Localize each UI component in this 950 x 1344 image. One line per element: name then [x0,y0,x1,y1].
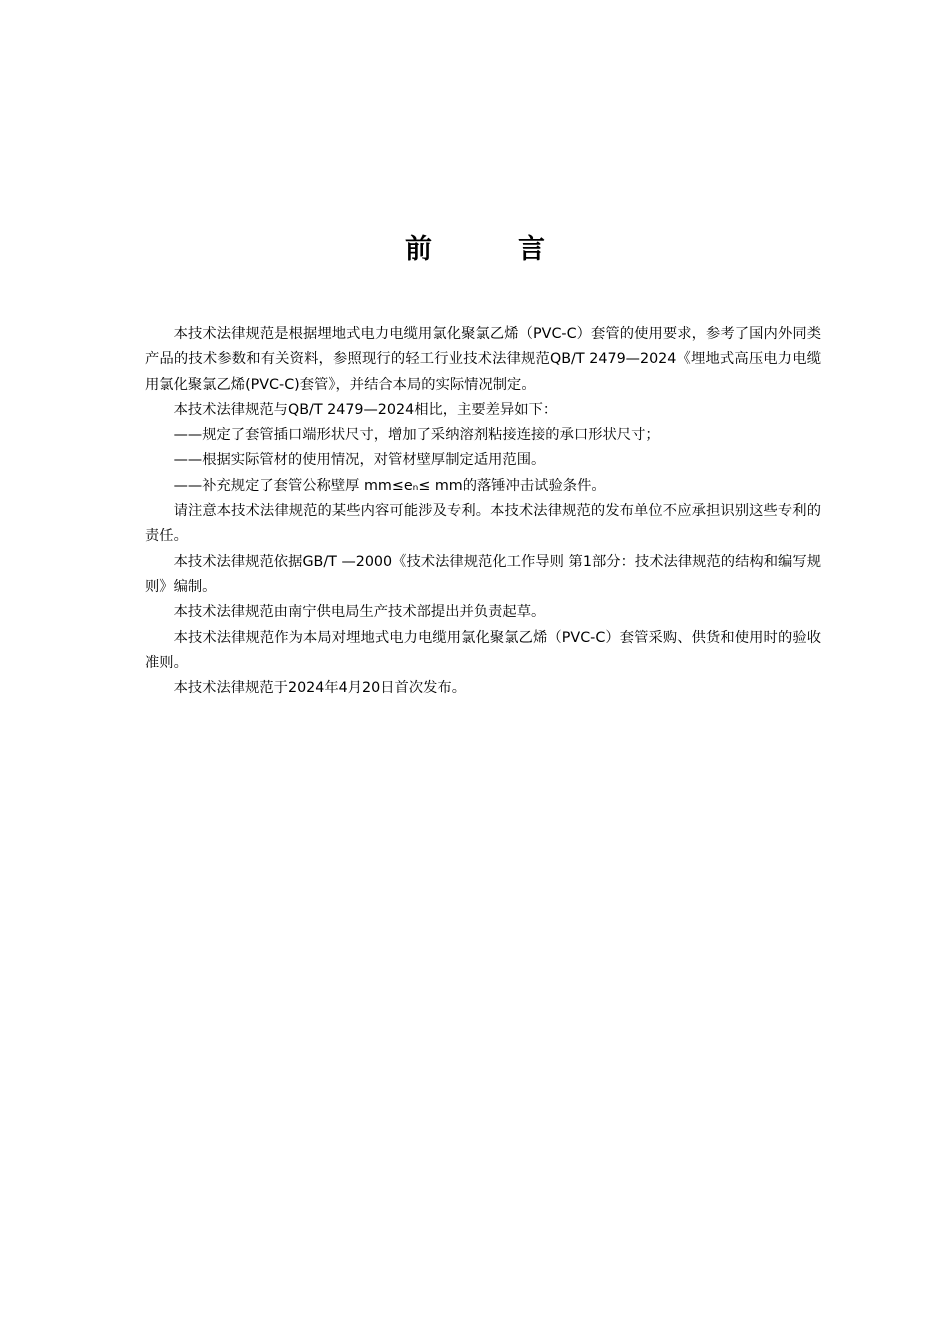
paragraph-release-date: 本技术法律规范于2024年4月20日首次发布。 [173,680,467,697]
foreword-body [145,322,821,701]
paragraph-basis: 本技术法律规范是根据埋地式电力电缆用氯化聚氯乙烯（PVC-C）套管的使用要求，参考了国内外同类产品的技术参数和有关资料，参照现行的轻工行业技术法律规范QB/T 2479—2024《埋地式高压电力电缆用氯化聚氯乙烯(PVC-C)套管》，并结合本局的实际情况制定。 [145,326,821,393]
paragraph-difference-3: ——补充规定了套管公称壁厚 mm≤eₙ≤ mm的落锤冲击试验条件。 [173,477,606,494]
paragraph-difference-1: ——规定了套管插口端形状尺寸，增加了采纳溶剂粘接连接的承口形状尺寸； [173,427,660,444]
paragraph-differences-intro: 本技术法律规范与QB/T 2479—2024相比，主要差异如下： [173,401,558,418]
title-char-left: 前 [405,234,432,265]
paragraph-drafting-rules: 本技术法律规范依据GB/T —2000《技术法律规范化工作导则 第1部分：技术法律规范的结构和编写规则》编制。 [145,553,821,595]
paragraph-patent-notice: 请注意本技术法律规范的某些内容可能涉及专利。本技术法律规范的发布单位不应承担识别这些专利的责任。 [145,503,821,545]
paragraph-drafter: 本技术法律规范由南宁供电局生产技术部提出并负责起草。 [173,604,546,621]
page-title [0,228,950,272]
paragraph-acceptance-criteria: 本技术法律规范作为本局对埋地式电力电缆用氯化聚氯乙烯（PVC-C）套管采购、供货和使用时的验收准则。 [145,629,821,671]
title-char-right: 言 [518,234,545,265]
paragraph-difference-2: ——根据实际管材的使用情况，对管材壁厚制定适用范围。 [173,452,546,469]
